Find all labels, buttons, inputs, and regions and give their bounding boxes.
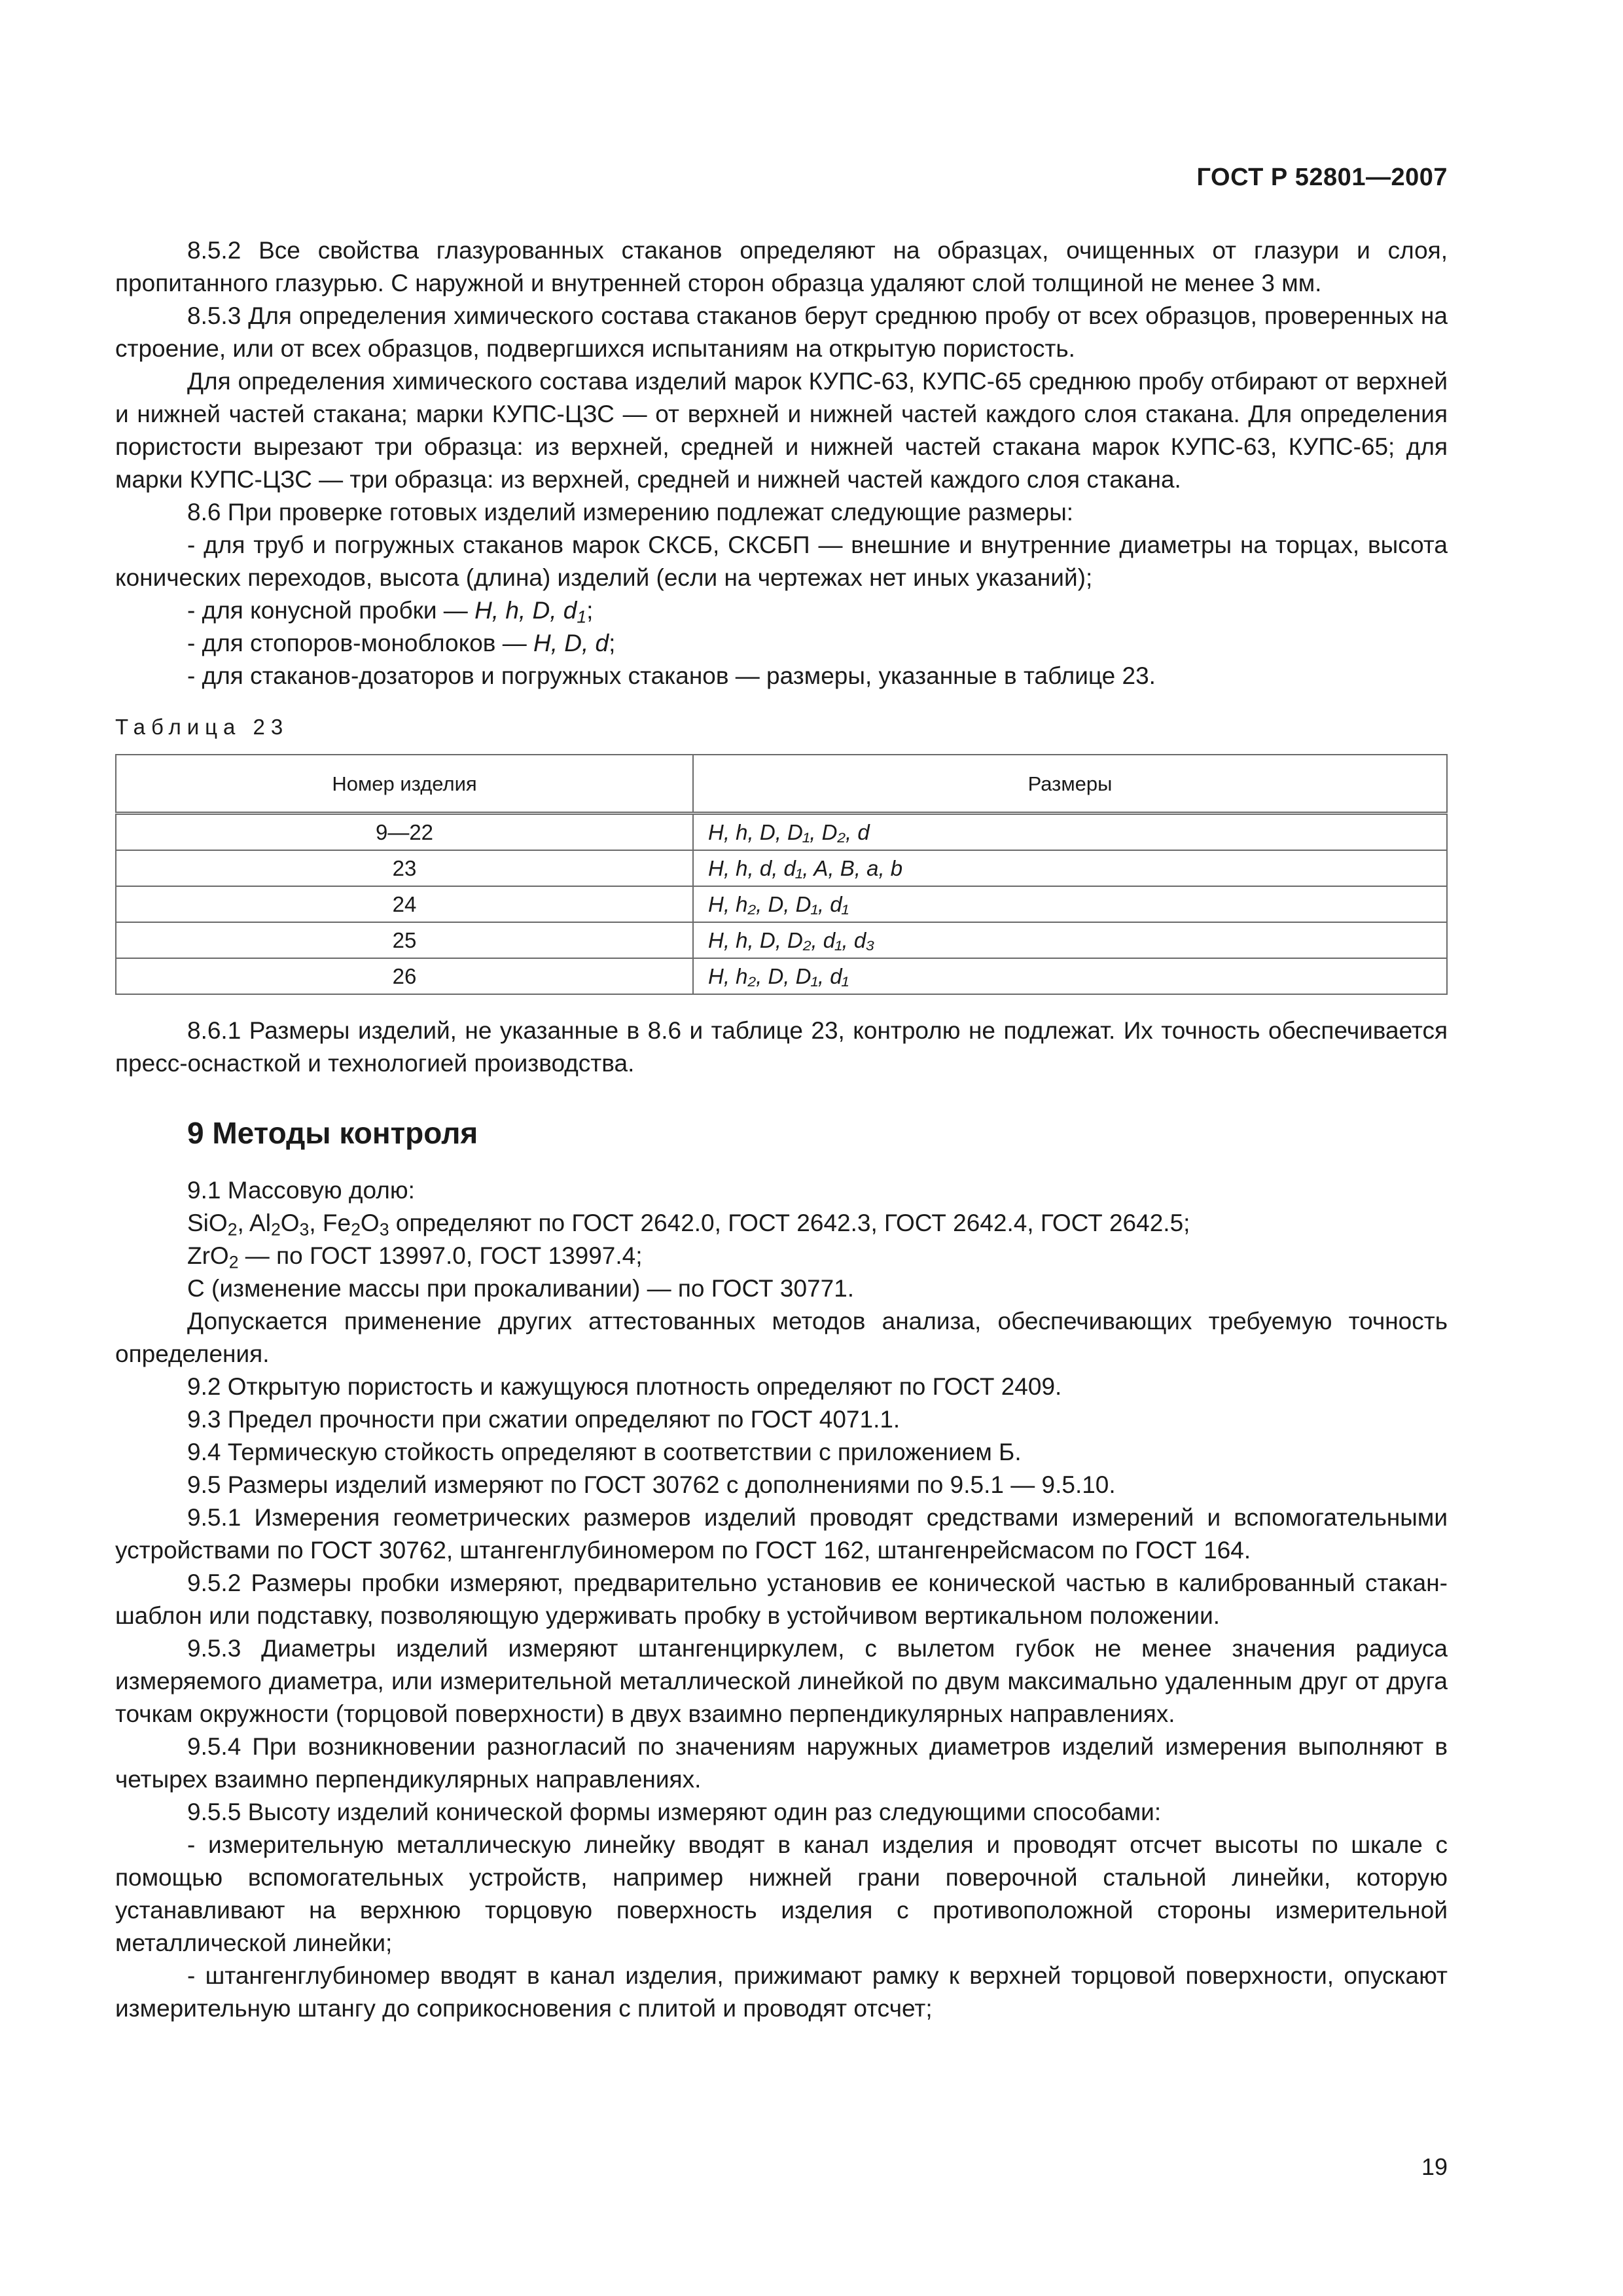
separator: ,: [309, 1210, 323, 1236]
list-item-pipes: - для труб и погружных стаканов марок СКСБ, СКСБП — внешние и внутренние диаметры на торцах, высота конических переходов, высота (длина) изделий (если на чертежах нет иных указаний);: [115, 531, 1448, 591]
paragraph-9-5-2: 9.5.2 Размеры пробки измеряют, предварительно установив ее конической частью в калиброванный стакан-шаблон или подставку, позволяющую удерживать пробку в устойчивом вертикальном положении.: [115, 1570, 1448, 1629]
paragraph-9-5: 9.5 Размеры изделий измеряют по ГОСТ 30762 с дополнениями по 9.5.1 — 9.5.10.: [187, 1471, 1116, 1498]
list-item-metal-ruler: - измерительную металлическую линейку вводят в канал изделия и проводят отсчет высоты по шкале с помощью вспомогательных устройств, например нижней грани поверочной стальной линейки, которую устанавливают на верхнюю торцовую поверхность изделия с противоположной стороны измерительной металлической линейки;: [115, 1831, 1448, 1956]
chem-formula: Al: [249, 1210, 271, 1236]
product-number: 23: [116, 850, 693, 886]
body-text: [115, 234, 1448, 2025]
product-number: 26: [116, 958, 693, 994]
paragraph-9-5-1: 9.5.1 Измерения геометрических размеров изделий проводят средствами измерений и вспомогательными устройствами по ГОСТ 30762, штангенглубиномером по ГОСТ 162, штангенрейсмасом по ГОСТ 164.: [115, 1504, 1448, 1564]
list-item-text: - для конусной пробки —: [187, 597, 475, 624]
page-number: 19: [1421, 2153, 1448, 2180]
product-number: 9—22: [116, 814, 693, 851]
dimensions-table: [115, 754, 1448, 995]
dimension-list: H, h, D, D₂, d₁, d₃: [693, 922, 1447, 958]
formula-text: — по ГОСТ 13997.0, ГОСТ 13997.4;: [238, 1242, 643, 1269]
separator: ,: [237, 1210, 250, 1236]
formula-line-zirconia: [115, 1240, 1448, 1272]
paragraph-9-1-other-methods: Допускается применение других аттестованных методов анализа, обеспечивающих требуемую точность определения.: [115, 1308, 1448, 1367]
subscript: 1: [577, 607, 587, 627]
dimension-list: H, h₂, D, D₁, d₁: [693, 958, 1447, 994]
list-item-dosing-nozzles: - для стаканов-дозаторов и погружных стаканов — размеры, указанные в таблице 23.: [187, 662, 1156, 689]
subscript: 2: [228, 1252, 239, 1272]
subscript: 3: [299, 1219, 310, 1240]
subscript: 3: [379, 1219, 389, 1240]
paragraph-9-3: 9.3 Предел прочности при сжатии определяют по ГОСТ 4071.1.: [187, 1406, 901, 1433]
list-item-stoppers: [115, 627, 1448, 660]
table-row: [116, 886, 1447, 922]
paragraph-9-5-3: 9.5.3 Диаметры изделий измеряют штангенциркулем, с вылетом губок не менее значения радиуса измеряемого диаметра, или измерительной металлической линейкой по двум максимально удаленным друг от друга точкам окружности (торцовой поверхности) в двух взаимно перпендикулярных направлениях.: [115, 1635, 1448, 1727]
formula-line-oxides: [115, 1207, 1448, 1240]
document-code: ГОСТ Р 52801—2007: [1196, 164, 1448, 191]
table-header-row: [116, 755, 1447, 814]
subscript: 2: [227, 1219, 238, 1240]
document-page: [115, 0, 1448, 2296]
punctuation: ;: [609, 630, 616, 656]
table-row: [116, 814, 1447, 851]
dimension-symbols: H, D, d: [533, 630, 609, 656]
paragraph-8-5-2: 8.5.2 Все свойства глазурованных стаканов определяют на образцах, очищенных от глазури и слоя, пропитанного глазурью. С наружной и внутренней сторон образца удаляют слой толщиной не менее 3 мм.: [115, 237, 1448, 296]
chem-formula: ZrO: [187, 1242, 229, 1269]
subscript: 2: [270, 1219, 281, 1240]
column-header-product-number: Номер изделия: [116, 755, 693, 814]
product-number: 24: [116, 886, 693, 922]
dimension-list: H, h, d, d₁, A, B, a, b: [693, 850, 1447, 886]
dimension-list: H, h, D, D₁, D₂, d: [693, 814, 1447, 851]
paragraph-9-5-4: 9.5.4 При возникновении разногласий по значениям наружных диаметров изделий измерения выполняют в четырех взаимно перпендикулярных направлениях.: [115, 1733, 1448, 1793]
paragraph-8-6: 8.6 При проверке готовых изделий измерению подлежат следующие размеры:: [187, 499, 1074, 526]
column-header-dimensions: Размеры: [693, 755, 1447, 814]
chem-formula: O: [360, 1210, 380, 1236]
paragraph-9-4: 9.4 Термическую стойкость определяют в соответствии с приложением Б.: [187, 1439, 1022, 1465]
paragraph-9-2: 9.2 Открытую пористость и кажущуюся плотность определяют по ГОСТ 2409.: [187, 1373, 1062, 1400]
subscript: 2: [351, 1219, 361, 1240]
chem-formula: SiO: [187, 1210, 228, 1236]
paragraph-9-5-5: 9.5.5 Высоту изделий конической формы измеряют один раз следующими способами:: [187, 1799, 1162, 1825]
dimension-list: H, h₂, D, D₁, d₁: [693, 886, 1447, 922]
list-item-cone-plug: [115, 594, 1448, 627]
chem-formula: Fe: [322, 1210, 351, 1236]
paragraph-9-1-loss-on-ignition: С (изменение массы при прокаливании) — по ГОСТ 30771.: [187, 1275, 855, 1302]
table-row: [116, 958, 1447, 994]
formula-text: определяют по ГОСТ 2642.0, ГОСТ 2642.3, ГОСТ 2642.4, ГОСТ 2642.5;: [389, 1210, 1190, 1236]
paragraph-8-6-1: 8.6.1 Размеры изделий, не указанные в 8.6 и таблице 23, контролю не подлежат. Их точность обеспечивается пресс-оснасткой и технологией производства.: [115, 1017, 1448, 1077]
list-item-text: - для стопоров-моноблоков —: [187, 630, 533, 656]
paragraph-chem-composition: Для определения химического состава изделий марок КУПС-63, КУПС-65 среднюю пробу отбирают от верхней и нижней частей стакана; марки КУПС-ЦЗС — от верхней и нижней частей каждого слоя стакана. Для определения пористости вырезают три образца: из верхней, средней и нижней частей стакана марок КУПС-63, КУПС-65; для марки КУПС-ЦЗС — три образца: из верхней, средней и нижней частей каждого слоя стакана.: [115, 368, 1448, 493]
list-item-depth-gauge: - штангенглубиномер вводят в канал изделия, прижимают рамку к верхней торцовой поверхности, опускают измерительную штангу до соприкосновения с плитой и проводят отсчет;: [115, 1962, 1448, 2022]
punctuation: ;: [586, 597, 594, 624]
dimension-symbols: H, h, D, d: [474, 597, 577, 624]
paragraph-9-1: 9.1 Массовую долю:: [187, 1177, 415, 1204]
table-row: [116, 922, 1447, 958]
product-number: 25: [116, 922, 693, 958]
paragraph-8-5-3: 8.5.3 Для определения химического состава стаканов берут среднюю пробу от всех образцов, проверенных на строение, или от всех образцов, подвергшихся испытаниям на открытую пористость.: [115, 302, 1448, 362]
section-title: 9 Методы контроля: [187, 1116, 478, 1150]
table-row: [116, 850, 1447, 886]
table-caption: Таблица 23: [115, 715, 289, 739]
chem-formula: O: [280, 1210, 300, 1236]
